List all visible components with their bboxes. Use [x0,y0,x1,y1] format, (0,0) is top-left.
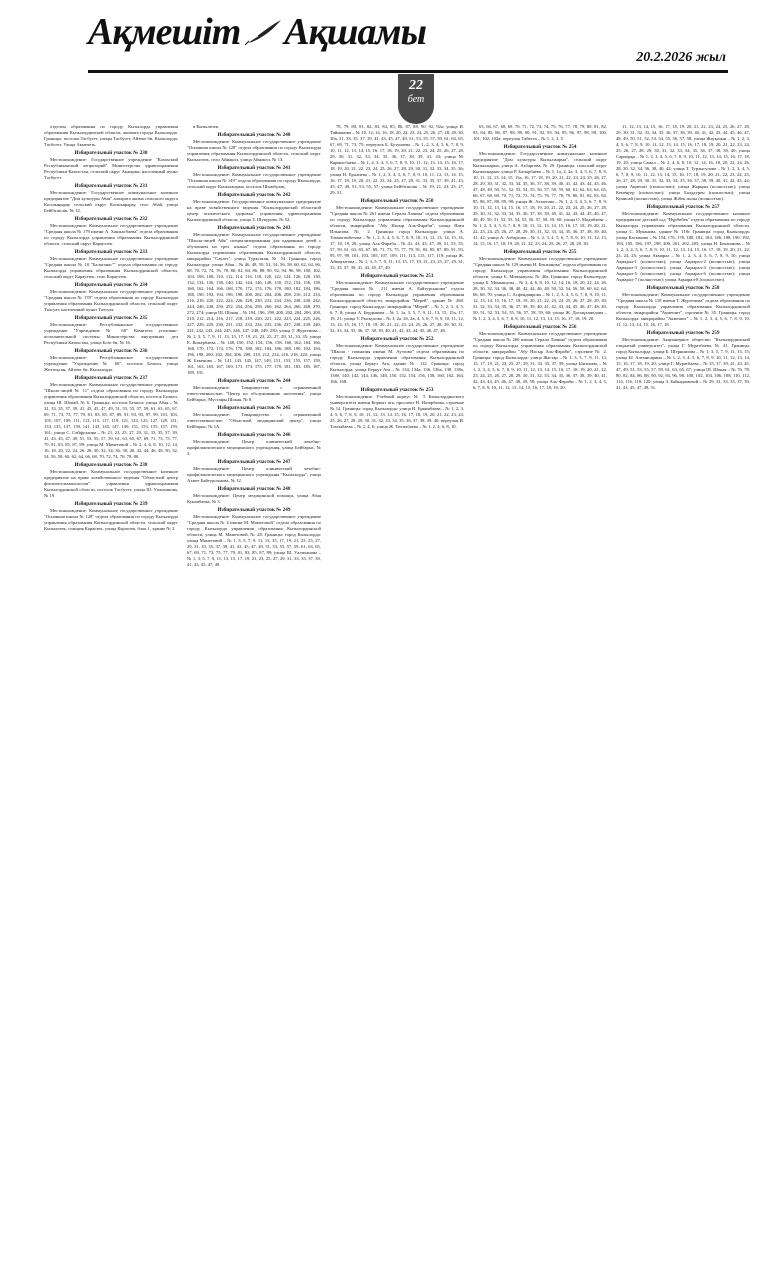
precinct-text: Местонахождение: Коммунальное государственное учреждение "Средняя школа № 118 имени Т. Жургенова" отдела образования по городу Кызылорда управления образования Кызылординской области, микрорайон "Акмешит", строение № 35. Границы: город Кызылорда: микрорайон "Акмешит" – № 1, 2, 3, 4, 5, 6, 7, 8, 9, 10, 11, 12, 13, 14, 15, 16, 17, 18. [616,292,750,327]
newspaper-title [88,10,426,54]
precinct-heading: Избирательный участок № 239 [74,500,148,507]
precinct-text: 11, 12, 13, 14, 15, 16, 17, 18, 19, 20, 21, 22, 23, 24, 25, 26, 27, 28, 29, 30, 31, 32, 33, 34, 35, 36, 37, 38, 39, 40, 41, 42, 43, 44, 45, 46, 47, 48, 49, 50, 51, 52, 53, 54, 55, 56, 57, 58; улица Жауқазын – № 1, 2, 3, 4, 5, 6, 7, 8, 9, 10, 11, 12, 13, 14, 15, 16, 17, 18, 19, 20, 21, 22, 23, 24, 25, 26, 27, 28, 29, 30, 31, 32, 33, 34, 35, 36, 37, 38, 39, 40; улица Сарыарқа – № 1, 2, 3, 4, 5, 6, 7, 8, 9, 10, 11, 12, 13, 14, 15, 16, 17, 18, 19, 20; улица Самал – № 2, 4, 6, 8, 10, 12, 14, 16, 18, 20, 22, 24, 26, 28, 30, 32, 34, 36, 38, 40, 42; улица Т. Турлыгулова – № 1, 2, 3, 4, 5, 6, 7, 8, 9, 10, 11, 12, 13, 14, 15, 16, 17, 18, 19, 20, 21, 22, 23, 24, 25, 26, 27, 28, 29, 30, 31, 32, 33, 34, 35, 36, 37, 38, 39, 40, 41, 42, 43, 44; улица Ақмешіт (полностью); улица Жарқын (полностью); улица Кемеңгер (полностью); улица Балдәурен (полностью); улица Кумисай (полностью); улица Жібек жолы (полностью). [616,124,750,201]
precinct-text: Местонахождение: Коммунальное государственное учреждение "Средняя школа № 10 "Балаганас"" отдела образования по городу Кызылорда управления образования Кызылординской области, сельский округ Карауэзек, село Карауэзек. [44,256,178,279]
precinct-heading: Избирательный участок № 236 [74,347,148,354]
title-word-1: Ақмешіт [88,11,241,53]
precinct-heading: Избирательный участок № 245 [217,404,291,411]
precinct-heading: Избирательный участок № 249 [217,506,291,513]
column-1 [44,124,178,1274]
precinct-text: Местонахождение: Учебный корпус № 5 Кызылординского университета имени Коркыт ата, проспект Н. Назарбаева, строение № 14. Границы: город Кызылорда: улица И. Еркинбаева – № 1, 2, 3, 4, 5, 6, 7, 8, 9, 10, 11, 12, 13, 14, 15, 16, 17, 18, 19, 20, 21, 22, 23, 24, 25, 26, 27, 28, 29, 30, 31, 32, 33, 34, 35, 36, 37, 38, 39, 40; переулок И. Тохтыбаева – № 2, 4, 6; улица Ж. Тохтыбаева – № 1, 2, 4, 6, 8, 10. [330,394,464,429]
page-number-badge [398,74,434,124]
precinct-heading: Избирательный участок № 250 [360,197,434,204]
precinct-heading: Избирательный участок № 253 [360,386,434,393]
precinct-heading: Избирательный участок № 259 [646,329,720,336]
precinct-heading: Избирательный участок № 234 [74,281,148,288]
precinct-text: Местонахождение: Коммунальное государственное учреждение "Средняя школа № 211 имени А. Байтурсынова" отдела образования по городу Кызылорда управления образования Кызылординской области, микрорайон "Мерей", здание № 268. Границы: город Кызылорда: микрорайон "Мерей" – № 1, 2, 3, 4, 5, 6, 7, 8; улица А. Бердыкова – № 1, 1а, 3, 5, 7, 9, 11, 13, 15, 15а, 17, 19, 21; улица Т. Рыскулова – № 1, 2а, 2б, 2в, 4, 5, 6, 7, 8, 9, 10, 11, 12, 13, 14, 15, 16, 17, 18, 19, 20, 21, 22, 23, 24, 25, 26, 27, 28, 29, 30, 31, 32, 33, 34, 35, 36, 37, 38, 39, 40, 41, 42, 43, 44, 45, 46, 47, 48. [330,280,464,333]
precinct-heading: Избирательный участок № 230 [74,149,148,156]
precinct-text: Местонахождение: Коммунальное государственное учреждение "Средняя школа № 261 имени Серали Лапина" отдела образования по городу Кызылорда управления образования Кызылординской области, микрорайон "Абу Насыр Аль-Фараби", улица Нағи Ильясова, № 2. Границы: город Кызылорда: улица А. Токмагамбетова – № 1, 2, 3, 4, 5, 6, 7, 8, 9, 10, 11, 12, 13, 14, 15, 16, 17, 18, 19, 20; улица Аль-Фараби – № 41, 43, 45, 47, 49, 51, 53, 55, 57, 59, 61, 63, 65, 67, 69, 71, 73, 75, 77, 79, 81, 83, 85, 87, 89, 91, 93, 95, 97, 99, 101, 103, 105, 107, 109, 111, 113, 115, 117, 119; улица Ж. Аймауытова – № 1, 3, 5, 7, 9, 11, 13, 15, 17, 19, 21, 23, 25, 27, 29, 31, 33, 35, 37, 39, 41, 43, 45, 47, 49. [330,205,464,270]
precinct-text: Местонахождение: Коммунальное государственное учреждение "Средняя школа № 260 имени Серали Лапина" отдела образования по городу Кызылорда управления образования Кызылординской области, микрорайон "Абу Насыр Аль-Фараби", строение № 2. Границы: город Кызылорда: улица Жастар – № 1, 3, 5, 7, 9, 11, 13, 15, 17, 19, 21, 23, 25, 27, 29, 31, 33, 35, 37, 39; улица Ынтымақ – № 1, 2, 3, 4, 5, 6, 7, 8, 9, 10, 11, 12, 13, 14, 15, 16, 17, 18, 19, 20, 21, 22, 23, 24, 25, 26, 27, 28, 29, 30, 31, 32, 33, 34, 35, 36, 37, 38, 39, 40, 41, 42, 43, 44, 45, 46, 47, 48, 49, 50; улица Аль-Фараби – № 1, 2, 3, 4, 5, 6, 7, 8, 9, 10, 11, 12, 13, 14, 15, 16, 17, 18, 19, 20. [473,331,607,390]
precinct-text: в Кызылөзек. [193,124,220,129]
page-number: 22 [409,78,423,93]
precinct-heading: Избирательный участок № 231 [74,182,148,189]
precinct-text: Местонахождение: Государственное коммунальное предприятие на праве хозяйственного ведения "Кызылординский областной центр психического здоровья" управления здравоохранения Кызылординской области, улица З. Шукурова, № 52. [187,199,321,222]
precinct-heading: Избирательный участок № 233 [74,248,148,255]
precinct-text: Местонахождение: Республиканское государственное учреждение "Учреждение № 68" Комитета уголовно-исполнительной системы Министерства внутренних дел Республики Казахстан, улица Бозе би, № 16. [44,322,178,345]
precinct-text: Местонахождение: Коммунальное государственное казенное предприятие детский сад "Нұрбөбек" отдела образования по городу Кызылорда управления образования Кызылординской области, улица С. Муканова, здание № 110г. Границы: город Кызылорда: улица Касымова – № 154, 176, 178, 180, 182, 184, 186, 188, 190, 192, 194, 195, 196, 197, 198, 200, 201, 202, 205; улица Н. Бекжанова – № 1, 2, 3, 4, 5, 6, 7, 8, 9, 10, 11, 12, 13, 14, 15, 16, 17, 18, 19, 20, 21, 22, 23, 24, 25; улица Акмарал – № 1, 2, 3, 4, 5, 6, 7, 8, 9, 10; улица Ақмарал-1 (полностью); улица Ақмарал-2 (полностью); улица Ақмарал-3 (полностью); улица Ақмарал-4 (полностью); улица Ақмарал-5 (полностью); улица Ақмарал-6 (полностью); улица Ақмарал-7 (полностью); улица Ақмарал-8 (полностью). [616,211,750,282]
column-3 [330,124,464,1274]
precinct-heading: Избирательный участок № 240 [217,131,291,138]
precinct-heading: Избирательный участок № 248 [217,485,291,492]
column-5 [616,124,750,1274]
precinct-heading: Избирательный участок № 257 [646,203,720,210]
precinct-heading: Избирательный участок № 241 [217,164,291,171]
precinct-heading: Избирательный участок № 238 [74,461,148,468]
precinct-text: Местонахождение: Коммунальное государственное казенное предприятие на праве хозяйственного ведения "Областной центр фтизиопульмонологии" управления здравоохранения Кызылординской области, поселок Тасбугет, улица Ш. Уалиханова, № 19. [44,469,178,498]
precinct-text: Местонахождение: Коммунальное государственное учреждение "Средняя школа № 179 имени А. Ханжасбаева" отдела образования по городу Кызылорда управления образования Кызылординской области, сельский округ Карауэзек. [44,223,178,246]
page-label: бет [407,94,425,105]
masthead-rule [88,70,728,73]
precinct-text: 63, 66, 67, 68, 69, 70, 71, 72, 73, 74, 75, 76, 77, 78, 79, 80, 81, 82, 83, 84, 85, 86, 87, 88, 89, 90, 91, 92, 93, 94, 95, 96, 97, 98, 99, 100, 101, 102, 102а; переулок Тайгета – № 1, 2, 3, 5. [473,124,607,141]
column-2 [187,124,321,1274]
precinct-text: Местонахождение: Государственное коммунальное казенное предприятие "Дом культуры Абая" аппарата акима сельского округа Косшыңырау, сельский округ Косшыңырау, село Абай, улица Бейбітшілік, № 12. [44,190,178,213]
precinct-text: Местонахождение: Республиканское государственное учреждение "Учреждение № 68", поселок Белкөл, улица Желтоқсан, Айтеке би, Кызылорда. [44,355,178,372]
precinct-heading: Избирательный участок № 243 [217,224,291,231]
precinct-heading: Избирательный участок № 254 [503,143,577,150]
precinct-text: Местонахождение: Коммунальное государственное учреждение "Основная школа № 149" отдела образования по городу Кызылорда, сельский округ Кызылжарма, поселок Шымбулақ. [187,172,321,189]
precinct-heading: Избирательный участок № 255 [503,248,577,255]
title-word-2: Ақшамы [284,11,426,53]
precinct-heading: Избирательный участок № 247 [217,458,291,465]
precinct-text: Местонахождение: Государственное коммунальное казенное предприятие "Дом культуры Кызылжарма", сельский округ Кызылжарма, улица А. Азбаргова, № 29. Границы: сельский округ Кызылжарма: улица Р. Батырбаева – № 1, 1а, 2, 2а, 3, 4, 5, 6, 7, 8, 9, 10, 11, 12, 13, 14, 15, 15а, 16, 17, 18, 19, 20, 21, 22, 23, 24, 25, 26, 27, 28, 29, 30, 31, 32, 33, 34, 35, 36, 37, 38, 39, 40, 41, 42, 43, 44, 45, 46, 47, 48, 49, 50, 51, 52, 53, 54, 55, 56, 57, 58, 59, 60, 61, 62, 63, 64, 65, 66, 67, 68, 69, 70, 71, 72, 73, 74, 75, 76, 77, 78, 79, 80, 81, 82, 83, 84, 85, 86, 87, 88, 89, 90; улица Ж. Ахметова – № 1, 2, 3, 4, 5, 6, 7, 8, 9, 10, 11, 12, 13, 14, 15, 16, 17, 18, 19, 20, 21, 22, 23, 24, 25, 26, 27, 28, 29, 30, 31, 32, 33, 34, 35, 36, 37, 38, 39, 40, 41, 42, 43, 44, 45, 46, 47, 48, 49, 50, 51, 52, 53, 54, 55, 56, 57, 58, 59, 60; улица О. Мадибаева – № 1, 2, 3, 4, 5, 6, 7, 8, 9, 10, 11, 12, 13, 14, 15, 16, 17, 18, 19, 20, 21, 22, 23, 24, 25, 26, 27, 28, 29, 30, 31, 32, 33, 34, 35, 36, 37, 38, 39, 40, 41, 42; улица А. Азбаргова – № 1, 2, 3, 4, 5, 6, 7, 8, 9, 10, 11, 12, 13, 14, 15, 16, 17, 18, 19, 20, 21, 22, 23, 24, 25, 26, 27, 28, 29, 30. [473,151,607,246]
quill-pen-icon [244,18,284,46]
precinct-text: 78, 79, 80, 81, 82, 83, 84, 85, 86, 87, 88, 90, 92, 92а; улица И. Тайманова – № 10, 12, 14, 16, 18, 20, 22, 23, 24, 25, 26, 27, 28, 29, 30, 30а, 31, 33, 35, 37, 39, 41, 43, 45, 47, 49, 51, 53, 55, 57, 59, 61, 63, 65, 67, 69, 71, 73, 75; переулок Б. Бутунаева – № 1, 2, 3, 4, 5, 6, 7, 8, 9, 10, 11, 12, 13, 14, 15, 16, 17, 18, 19, 20, 21, 22, 23, 24, 25, 26, 27, 28, 29, 30, 31, 32, 33, 34, 35, 36, 37, 38, 39, 41, 43; улица М. Кармысбаева – № 1, 2, 3, 4, 5, 6, 7, 8, 9, 10, 11, 12, 13, 14, 15, 16, 17, 18, 19, 20, 21, 22, 23, 24, 25, 26, 27, 28, 29, 30, 31, 32, 33, 34, 35, 36; улица Н. Ералиева – № 1, 2, 3, 4, 5, 6, 7, 8, 9, 10, 11, 12, 13, 14, 15, 16, 17, 18, 19, 20, 21, 22, 23, 24, 25, 27, 29, 31, 33, 35, 37, 39, 41, 43, 45, 47, 49, 51, 53, 55, 57; улица Бейбітшілік – № 19, 21, 23, 25, 27, 29, 31. [330,124,464,195]
precinct-heading: Избирательный участок № 237 [74,374,148,381]
precinct-heading: Избирательный участок № 244 [217,377,291,384]
precinct-text: Местонахождение: Центр клинический лечебно-профилактического медицинского учреждения, улица Бейбарыс, № 3. [187,439,321,456]
precinct-text: Местонахождение: Коммунальное государственное учреждение "Средняя школа № 4 имени М. Маметовой" отдела образования по городу Кызылорда управления образования Кызылординской области, улица М. Маметовой, № 28. Границы: город Кызылорда: улица Маметовой – № 1, 3, 5, 7, 9, 11, 13, 15, 17, 19, 21, 23, 25, 27, 29, 31, 33, 35, 37, 39, 41, 43, 45, 47, 49, 51, 53, 55, 57, 59, 61, 63, 65, 67, 69, 71, 73, 75, 77, 79, 81, 83, 85, 87, 89; улица Ш. Уалиханова – № 1, 3, 5, 7, 9, 11, 13, 15, 17, 19, 21, 23, 25, 27, 29, 31, 33, 35, 37, 39, 41, 43, 45, 47, 49. [187,514,321,567]
precinct-text: Местонахождение: Товарищество с ограниченной ответственностью "Центр по обслуживанию населения", улица Бейбарыс, Мустафы Шокая, № 8. [187,385,321,402]
issue-date: 20.2.2026 жыл [636,50,726,65]
masthead [44,0,750,108]
text-columns [44,124,750,1274]
precinct-heading: Избирательный участок № 256 [503,323,577,330]
precinct-text: Местонахождение: Товарищество с ограниченной ответственностью "Областной медицинский центр", улица Бейбарыс, № 1А. [187,412,321,429]
precinct-heading: Избирательный участок № 252 [360,335,434,342]
precinct-heading: Избирательный участок № 251 [360,272,434,279]
precinct-text: Местонахождение: Государственное учреждение "Казахский Республиканский лепрозорий" Министерства здравоохранения Республики Казахстан, сельский округ Акжарма, населенный пункт Тасбугет. [44,157,178,180]
precinct-text: Местонахождение: Коммунальное государственное учреждение "Школа-лицей Айя" специализированная для одаренных детей с обучением на трех языках" отдела образования по городу Кызылорда управления образования Кызылординской области, микрорайон "Саулет", улица Турксатан, № 54. Границы: город Кызылорда: улица Абая – № 46, 48, 50, 52, 54, 56, 58, 60, 62, 64, 66, 68, 70, 72, 74, 76, 78, 80, 82, 84, 86, 88, 90, 92, 94, 96, 98, 100, 102, 104, 106, 108, 110, 112, 114, 116, 118, 120, 122, 124, 126, 128, 130, 132, 134, 136, 138, 140, 142, 144, 146, 148, 150, 152, 154, 156, 158, 160, 162, 164, 166, 168, 170, 172, 174, 176, 178, 180, 182, 184, 186, 188, 190, 192, 194, 196, 198, 200, 202, 204, 206, 208, 210, 212, 214, 216, 218, 220, 222, 224, 226, 228, 230, 232, 234, 236, 238, 240, 242, 244, 246, 248, 250, 252, 254, 256, 258, 260, 262, 264, 266, 268, 270, 272, 274; улица Ш. Шокая – № 194, 196, 198, 200, 202, 204, 206, 208, 210, 212, 214, 216, 217, 218, 219, 220, 221, 222, 223, 224, 225, 226, 227, 228, 229, 230, 231, 232, 233, 234, 235, 236, 237, 238, 239, 240, 241, 242, 243, 244, 245, 246, 247, 248, 249, 250; улица Т. Жургенова – № 1, 3, 5, 7, 9, 11, 13, 15, 17, 19, 21, 23, 25, 27, 29, 31, 33, 35; улица Е. Кожербаева – № 148, 150, 152, 154, 156, 158, 160, 162, 164, 166, 168, 170, 172, 174, 176, 178, 180, 182, 184, 186, 188, 190, 192, 194, 196, 198, 200, 202, 204, 206, 208, 210, 212, 214, 216, 218, 220; улица Ж. Бекенова – № 141, 143, 145, 147, 149, 151, 153, 155, 157, 159, 161, 163, 165, 167, 169, 171, 173, 175, 177, 179, 181, 183, 185, 187, 189, 191. [187,232,321,375]
precinct-text: Местонахождение: Коммунальное государственное учреждение "Основная школа № 128" отдела образования по городу Кызылорда управления образования Кызылординской области, сельский округ Кызылөзек, село Айнакөл, улица Айнакөл, № 13. [187,139,321,162]
precinct-text: Местонахождение: Коммунальное государственное учреждение "Средняя школа № 129 имени Н. Бекжанова" отдела образования по городу Кызылорда управления образования Кызылординской области, улица Б. Момышулы, № 46а. Границы: город Кызылорда: улица Б. Момышулы – № 2, 4, 6, 8, 10, 12, 14, 16, 18, 20, 22, 24, 26, 28, 30, 32, 34, 36, 38, 40, 42, 44, 46, 48, 50, 52, 54, 56, 58, 60, 62, 64, 66, 68, 70; улица С. Асфендиярова – № 1, 2, 3, 4, 5, 6, 7, 8, 9, 10, 11, 12, 13, 14, 15, 16, 17, 18, 19, 20, 21, 22, 23, 24, 25, 26, 27, 28, 29, 30, 31, 32, 33, 34, 35, 36, 37, 38, 39, 40, 41, 42, 43, 44, 45, 46, 47, 48, 49, 50, 51, 52, 53, 54, 55, 56, 57, 58, 59, 60; улица Ж. Досмұхамедова – № 1, 2, 3, 4, 5, 6, 7, 8, 9, 10, 11, 12, 13, 14, 15, 16, 17, 18, 19, 20. [473,256,607,321]
precinct-text: Местонахождение: Коммунальное государственное учреждение "Школа - гимназия имени М. Ауэзова" отдела образования по городу Кызылорда управления образования Кызылординской области, улица Беркут Ата, здание № 112. Границы: город Кызылорда: улица Беркут Ата – № 134, 134а, 136, 136а, 138, 138а, 138б, 140, 142, 144, 146, 148, 150, 152, 154, 156, 158, 160, 162, 164, 166, 168. [330,343,464,384]
column-4 [473,124,607,1274]
precinct-heading: Избирательный участок № 246 [217,431,291,438]
precinct-heading: Избирательный участок № 258 [646,284,720,291]
precinct-text: Местонахождение: Коммунальное государственное учреждение "Средняя школа № 178" отдела образования по городу Кызылорда управления образования Кызылординской области, сельский округ Талсуат, населенный пункт Талсуат. [44,289,178,312]
precinct-text: Местонахождение: Центр медицинской помощи, улица Абая Кунанбаева, № 3. [187,493,321,504]
precinct-text: Местонахождение: Акционерное общество "Кызылординский открытый университет", улица Г. Муратбаева, № 41. Границы: город Кызылорда: улица Б. Шерниязова – № 1, 3, 5, 7, 9, 11, 13, 15; улица Ы. Алтынсарина – № 1, 2, 3, 4, 5, 6, 7, 8, 9, 10, 11, 12, 13, 14, 15, 16, 17, 18, 19, 20; улица Г. Муратбаева – № 35, 37, 39, 41, 43, 45, 47, 49, 51, 53, 55, 57, 59, 61, 63, 65, 67; улица Ш. Шокая – № 76, 78, 80, 82, 84, 86, 88, 90, 92, 94, 96, 98, 100, 102, 104, 106, 108, 110, 112, 114, 116, 118, 120; улица З. Байкадамовой – № 29, 31, 33, 35, 37, 39, 41, 43, 45, 47, 49, 51. [616,337,750,390]
precinct-text: отделом образования по городу Кызылорда управления образования Кызылординской области, акимата города Кызылорда. Границы: поселок Тасбугет, улицы Тасбугет, Айтеке би, Кызылорда, Тасбогет. Улица Акмечеть. [44,124,178,147]
precinct-heading: Избирательный участок № 235 [74,314,148,321]
precinct-text: Местонахождение: Коммунальное государственное учреждение "Школа-лицей № 11" отдела образования по городу Кызылорда управления образования Кызылординской области, поселок Белкөл, улица Ш. Шокай, № 6. Границы: поселок Белкөл: улица Абая – № 31, 33, 35, 37, 39, 41, 43, 45, 47, 49, 51, 53, 55, 57, 59, 61, 63, 65, 67, 69, 71, 73, 75, 77, 79, 81, 83, 85, 87, 89, 91, 93, 95, 97, 99, 101, 103, 105, 107, 109, 111, 113, 115, 117, 119, 121, 123, 125, 127, 129, 131, 133, 135, 137, 139, 141, 143, 145, 147, 149, 151, 153, 155, 157, 159, 161; улица С. Сейфуллина – № 21, 23, 25, 27, 29, 31, 33, 35, 37, 39, 41, 43, 45, 47, 49, 51, 53, 55, 57, 59, 61, 63, 65, 67, 69, 71, 73, 75, 77, 79, 81, 83, 85, 87, 89; улица М. Маметовой – № 2, 4, 6, 8, 10, 12, 14, 16, 18, 20, 22, 24, 26, 28, 30, 32, 34, 36, 38, 40, 42, 44, 46, 48, 50, 52, 54, 56, 58, 60, 62, 64, 66, 68, 70, 72, 74, 76, 78, 80. [44,382,178,459]
precinct-text: Местонахождение: Центр клинический лечебно-профилактического медицинского учреждения "Кызылорда", улица Ахмет Байтурсынова, № 12. [187,466,321,483]
precinct-text: Местонахождение: Коммунальное государственное учреждение "Основная школа № 128" отдела образования по городу Кызылорда управления образования Кызылординской области, сельский округ Кызылөзек, станция Караозек, улица Караозек, блок 1, здание № 2. [44,508,178,531]
precinct-heading: Избирательный участок № 232 [74,215,148,222]
precinct-heading: Избирательный участок № 242 [217,191,291,198]
